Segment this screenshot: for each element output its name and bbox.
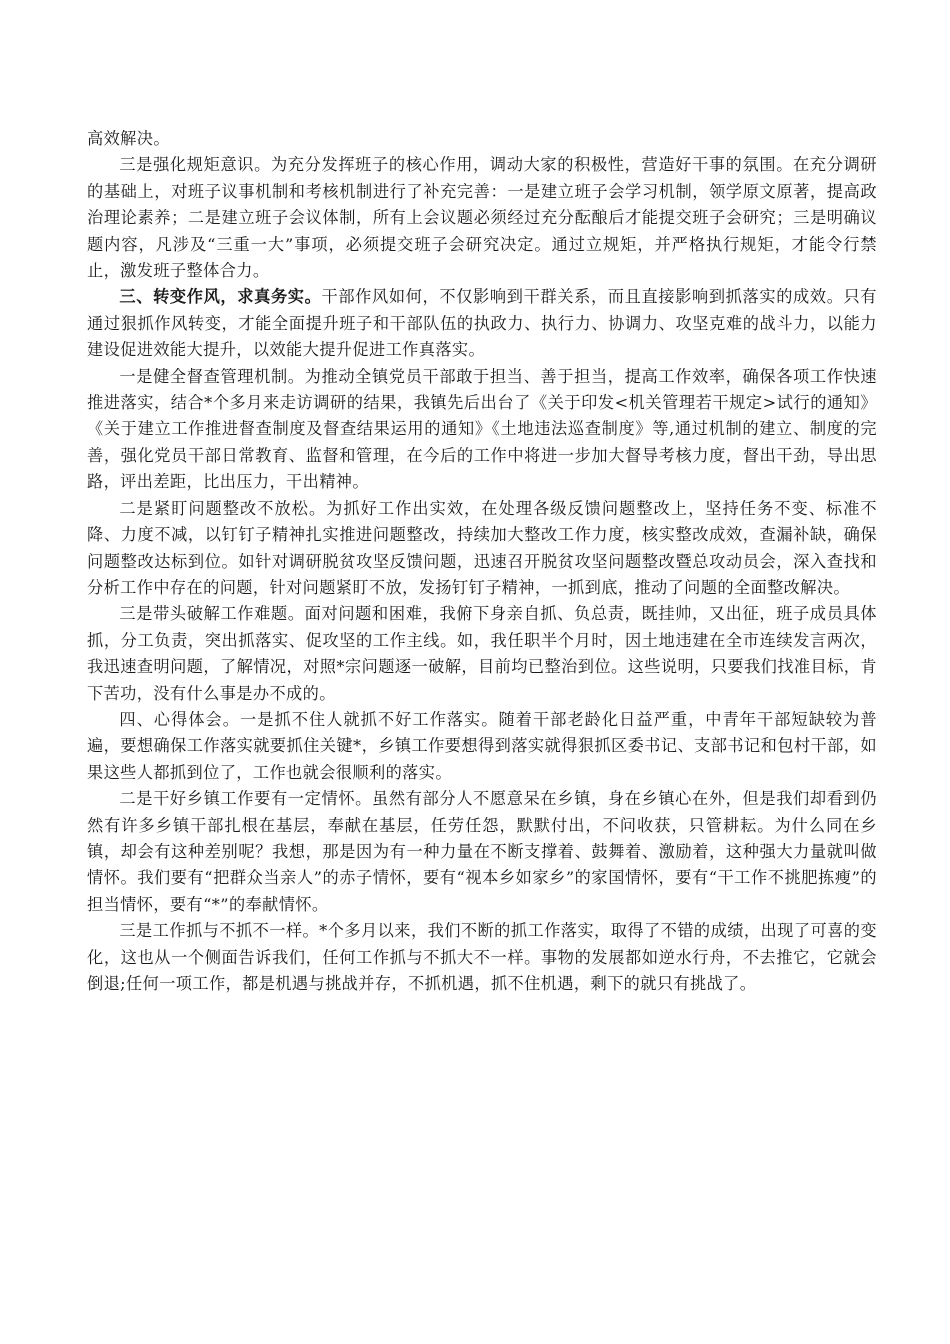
document-body <box>87 126 877 997</box>
paragraph-sentiment: 二是干好乡镇工作要有一定情怀。虽然有部分人不愿意呆在乡镇，身在乡镇心在外，但是我们却看到仍然有许多乡镇干部扎根在基层，奉献在基层，任劳任怨，默默付出，不问收获，只管耕耘。为什么同在乡镇，却会有这种差别呢？我想，那是因为有一种力量在不断支撑着、鼓舞着、激励着，这种强大力量就叫做情怀。我们要有“把群众当亲人”的赤子情怀，要有“视本乡如家乡”的家国情怀，要有“干工作不挑肥拣瘦”的担当情怀，要有“*”的奉献情怀。 <box>87 789 877 914</box>
paragraph-supervision: 一是健全督查管理机制。为推动全镇党员干部敢于担当、善于担当，提高工作效率，确保各项工作快速推进落实，结合*个多月来走访调研的结果，我镇先后出台了《关于印发<机关管理若干规定>试行的通知》《关于建立工作推进督查制度及督查结果运用的通知》《土地违法巡查制度》等,通过机制的建立、制度的完善，强化党员干部日常教育、监督和管理，在今后的工作中将进一步加大督导考核力度，督出干劲，导出思路，评出差距，比出压力，干出精神。 <box>87 366 877 492</box>
paragraph-rules-awareness: 三是强化规矩意识。为充分发挥班子的核心作用，调动大家的积极性，营造好干事的氛围。在充分调研的基础上，对班子议事机制和考核机制进行了补充完善：一是建立班子会学习机制，领学原文原著，提高政治理论素养；二是建立班子会议体制，所有上会议题必须经过充分酝酿后才能提交班子会研究；三是明确议题内容，凡涉及“三重一大”事项，必须提交班子会研究决定。通过立规矩，并严格执行规矩，才能令行禁止，激发班子整体合力。 <box>87 155 877 281</box>
paragraph-solve-problems: 三是带头破解工作难题。面对问题和困难，我俯下身亲自抓、负总责，既挂帅，又出征，班子成员具体抓，分工负责，突出抓落实、促攻坚的工作主线。如，我任职半个月时，因土地违建在全市连续发言两次，我迅速查明问题，了解情况，对照*宗问题逐一破解，目前均已整治到位。这些说明，只要我们找准目标，肯下苦功，没有什么事是办不成的。 <box>87 604 877 703</box>
paragraph-conclusion: 三是工作抓与不抓不一样。*个多月以来，我们不断的抓工作落实，取得了不错的成绩，出现了可喜的变化，这也从一个侧面告诉我们，任何工作抓与不抓大不一样。事物的发展都如逆水行舟，不去推它，它就会倒退;任何一项工作，都是机遇与挑战并存，不抓机遇，抓不住机遇，剩下的就只有挑战了。 <box>87 921 877 993</box>
section-body-text: 干部作风如何，不仅影响到干群关系，而且直接影响到抓落实的成效。只有通过狠抓作风转变，才能全面提升班子和干部队伍的执政力、执行力、协调力、攻坚克难的战斗力，以能力建设促进效能大提升，以效能大提升促进工作真落实。 <box>87 287 877 360</box>
paragraph-continuation: 高效解决。 <box>87 129 170 148</box>
paragraph-rectification: 二是紧盯问题整改不放松。为抓好工作出实效，在处理各级反馈问题整改上，坚持任务不变、标准不降、力度不减，以钉钉子精神扎实推进问题整改，持续加大整改工作力度，核实整改成效，查漏补缺，确保问题整改达标到位。如针对调研脱贫攻坚反馈问题，迅速召开脱贫攻坚问题整改暨总攻动员会，深入查找和分析工作中存在的问题，针对问题紧盯不放，发扬钉钉子精神，一抓到底，推动了问题的全面整改解决。 <box>87 498 877 597</box>
paragraph-section-three <box>87 284 877 363</box>
paragraph-section-four: 四、心得体会。一是抓不住人就抓不好工作落实。随着干部老龄化日益严重，中青年干部短缺较为普遍，要想确保工作落实就要抓住关键*，乡镇工作要想得到落实就得狠抓区委书记、支部书记和包村干部，如果这些人都抓到位了，工作也就会很顺利的落实。 <box>87 709 877 782</box>
section-heading-lead: 三、转变作风，求真务实。 <box>119 287 322 307</box>
